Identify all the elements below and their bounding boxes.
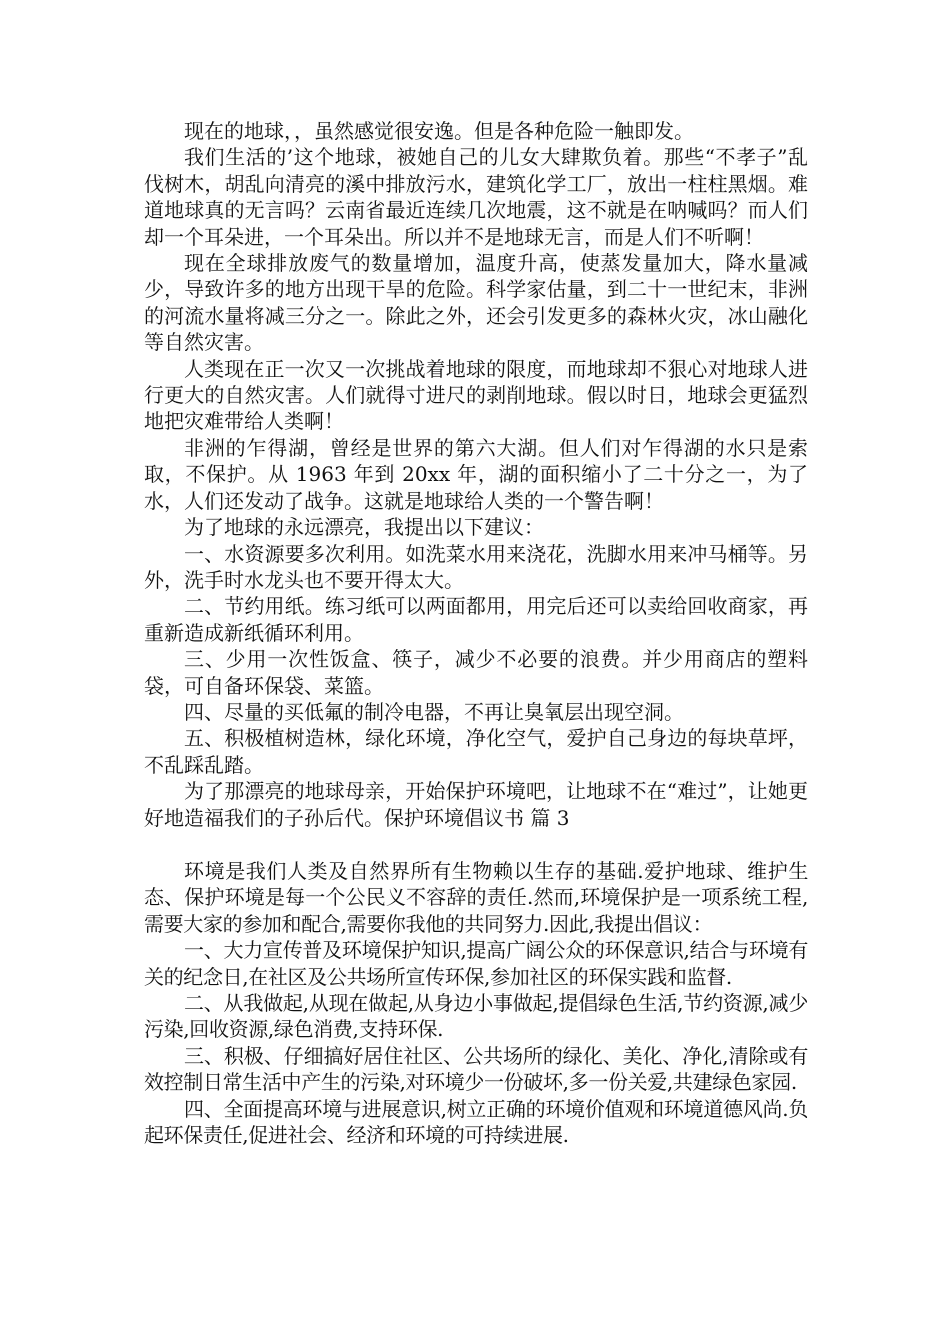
paragraph: 我们生活的’这个地球，被她自己的儿女大肆欺负着。那些“不孝子”乱伐树木，胡乱向清亮的溪中排放污水，建筑化学工厂，放出一柱柱黑烟。难道地球真的无言吗？云南省最近连续几次地震，这不就是在呐喊吗？而人们却一个耳朵进，一个耳朵出。所以并不是地球无言，而是人们不听啊！ [144,145,808,249]
paragraph: 人类现在正一次又一次挑战着地球的限度，而地球却不狠心对地球人进行更大的自然灾害。人们就得寸进尺的剥削地球。假以时日，地球会更猛烈地把灾难带给人类啊！ [144,356,808,434]
section-spacer [144,831,808,858]
suggestion-item: 一、水资源要多次利用。如洗菜水用来浇花，洗脚水用来冲马桶等。另外，洗手时水龙头也不要开得太大。 [144,541,808,592]
section-1 [144,118,808,831]
paragraph: 环境是我们人类及自然界所有生物赖以生存的基础.爱护地球、维护生态、保护环境是每一个公民义不容辞的责任.然而,环境保护是一项系统工程,需要大家的参加和配合,需要你我他的共同努力.因此,我提出倡议： [144,858,808,936]
initiative-item: 二、从我做起,从现在做起,从身边小事做起,提倡绿色生活,节约资源,减少污染,回收资源,绿色消费,支持环保. [144,991,808,1042]
closing-paragraph: 为了那漂亮的地球母亲，开始保护环境吧，让地球不在“难过”，让她更好地造福我们的子孙后代。保护环境倡议书 篇 3 [144,779,808,830]
initiative-item: 一、大力宣传普及环境保护知识,提高广阔公众的环保意识,结合与环境有关的纪念日,在社区及公共场所宣传环保,参加社区的环保实践和监督. [144,938,808,989]
suggestion-item: 二、节约用纸。练习纸可以两面都用，用完后还可以卖给回收商家，再重新造成新纸循环利用。 [144,594,808,645]
section-2 [144,858,808,1148]
paragraph: 现在全球排放废气的数量增加，温度升高，使蒸发量加大，降水量减少，导致许多的地方出现干旱的危险。科学家估量，到二十一世纪末，非洲的河流水量将减三分之一。除此之外，还会引发更多的森林火灾，冰山融化等自然灾害。 [144,251,808,355]
paragraph: 非洲的乍得湖，曾经是世界的第六大湖。但人们对乍得湖的水只是索取，不保护。从 1963 年到 20xx 年，湖的面积缩小了二十分之一，为了水，人们还发动了战争。这就是地球给人类的一个警告啊！ [144,435,808,513]
suggestion-item: 三、少用一次性饭盒、筷子，减少不必要的浪费。并少用商店的塑料袋，可自备环保袋、菜篮。 [144,647,808,698]
paragraph: 为了地球的永远漂亮，我提出以下建议： [184,515,544,540]
initiative-item: 三、积极、仔细搞好居住社区、公共场所的绿化、美化、净化,清除或有效控制日常生活中产生的污染,对环境少一份破坏,多一份关爱,共建绿色家园. [144,1043,808,1095]
paragraph: 现在的地球，，虽然感觉很安逸。但是各种危险一触即发。 [184,119,694,143]
suggestion-item: 四、尽量的买低氟的制冷电器，不再让臭氧层出现空洞。 [184,699,684,724]
document-body [144,118,808,1148]
suggestion-item: 五、积极植树造林，绿化环境，净化空气，爱护自己身边的每块草坪，不乱踩乱踏。 [144,726,808,777]
initiative-item: 四、全面提高环境与进展意识,树立正确的环境价值观和环境道德风尚.负起环保责任,促进社会、经济和环境的可持续进展. [144,1096,808,1148]
